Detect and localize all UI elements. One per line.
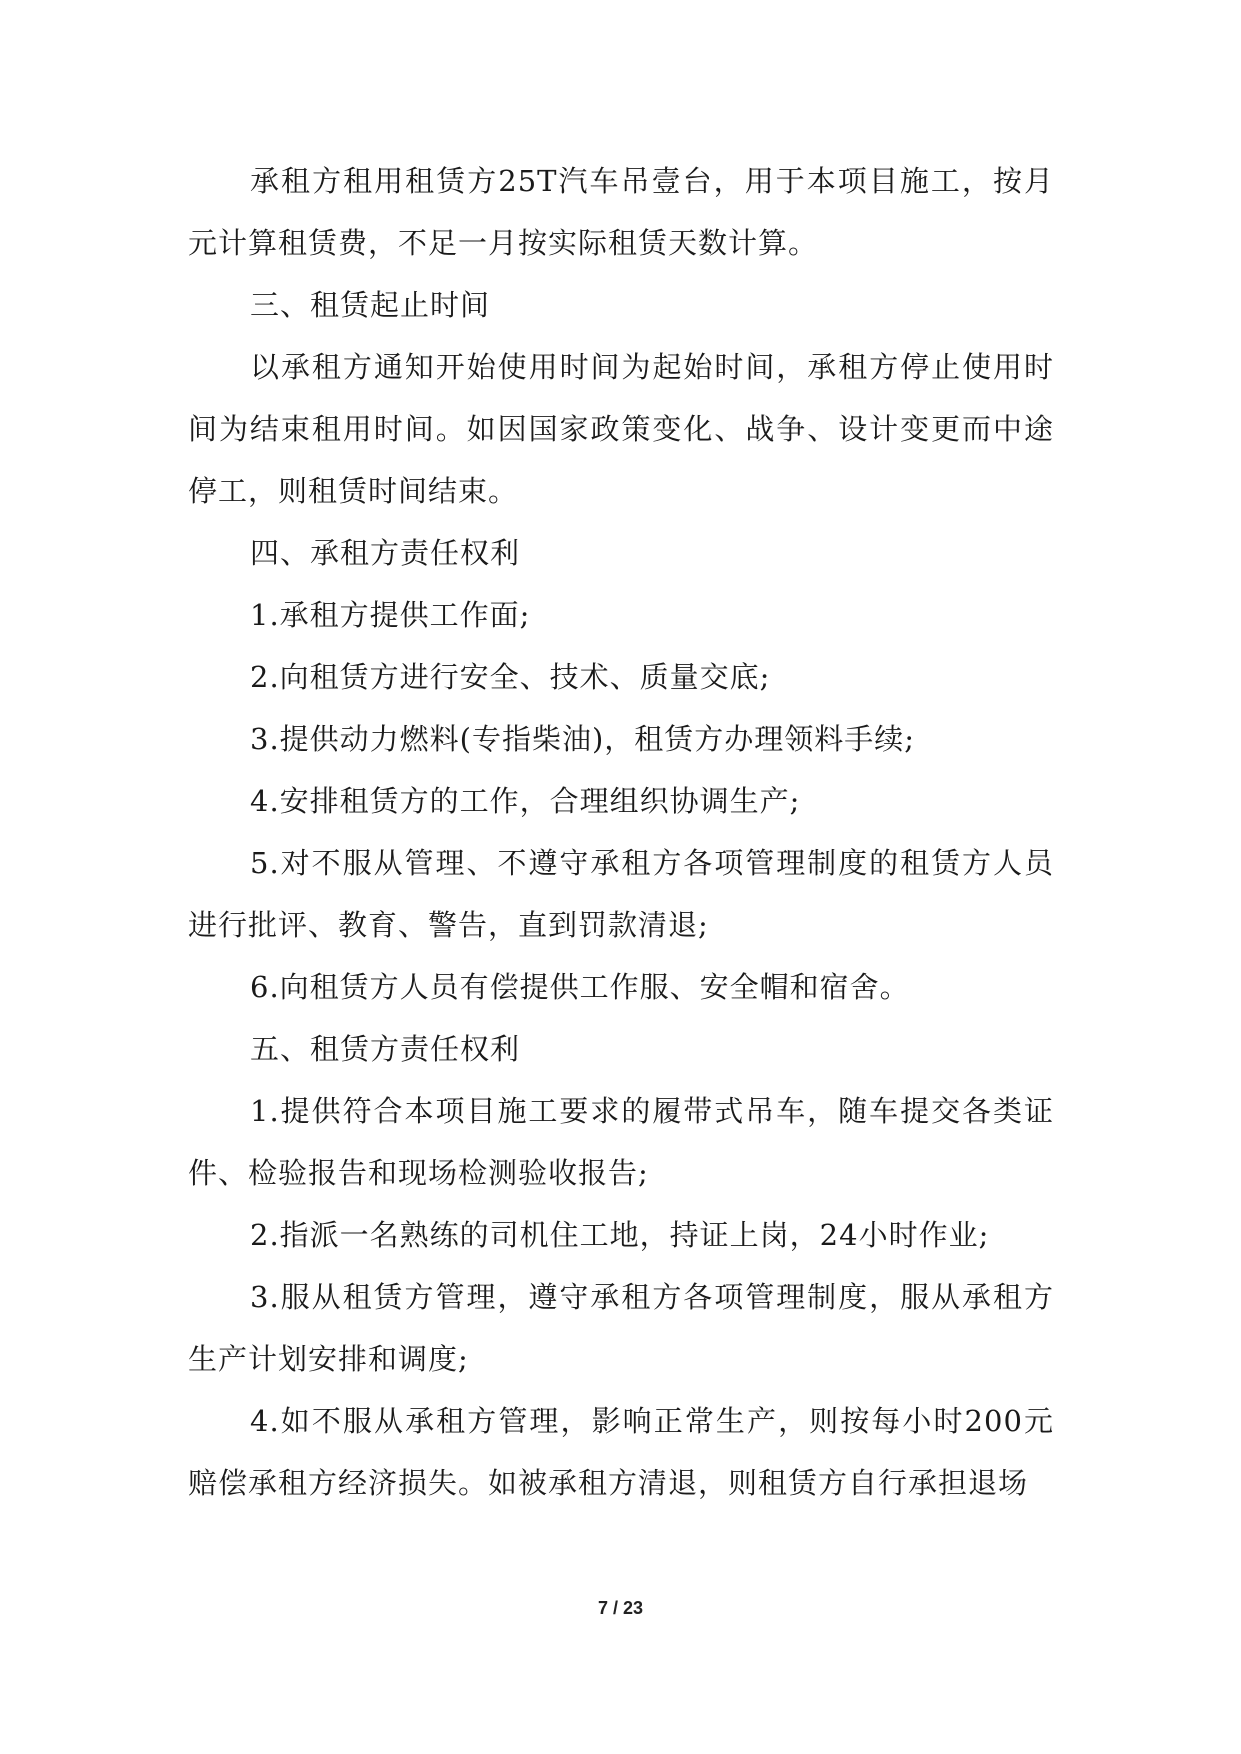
heading-lessor-responsibilities: 五、租赁方责任权利 [250, 1032, 521, 1066]
heading-rental-period: 三、租赁起止时间 [250, 288, 491, 322]
document-body [188, 150, 1054, 1514]
list-item-lessee-3: 3.提供动力燃料(专指柴油)，租赁方办理领料手续; [250, 722, 916, 756]
list-item-lessee-1: 1.承租方提供工作面; [250, 598, 531, 632]
paragraph-rental-terms: 承租方租用租赁方25T汽车吊壹台，用于本项目施工，按月 元计算租赁费，不足一月按实际租赁天数计算。 [188, 164, 1054, 260]
list-item-lessor-3: 3.服从租赁方管理，遵守承租方各项管理制度，服从承租方生产计划安排和调度; [188, 1280, 1054, 1376]
list-item-lessee-2: 2.向租赁方进行安全、技术、质量交底; [250, 660, 771, 694]
list-item-lessor-2: 2.指派一名熟练的司机住工地，持证上岗，24小时作业; [250, 1218, 990, 1252]
heading-lessee-responsibilities: 四、承租方责任权利 [250, 536, 521, 570]
list-item-lessee-5: 5.对不服从管理、不遵守承租方各项管理制度的租赁方人员进行批评、教育、警告，直到罚款清退; [188, 846, 1054, 942]
list-item-lessee-4: 4.安排租赁方的工作，合理组织协调生产; [250, 784, 801, 818]
page-number: 7 / 23 [597, 1598, 644, 1618]
list-item-lessor-4: 4.如不服从承租方管理，影响正常生产，则按每小时200元赔偿承租方经济损失。如被承租方清退，则租赁方自行承担退场 [188, 1404, 1054, 1500]
list-item-lessee-6: 6.向租赁方人员有偿提供工作服、安全帽和宿舍。 [250, 970, 910, 1004]
list-item-lessor-1: 1.提供符合本项目施工要求的履带式吊车，随车提交各类证件、检验报告和现场检测验收报告; [188, 1094, 1054, 1190]
paragraph-rental-period: 以承租方通知开始使用时间为起始时间，承租方停止使用时间为结束租用时间。如因国家政策变化、战争、设计变更而中途停工，则租赁时间结束。 [188, 350, 1054, 508]
